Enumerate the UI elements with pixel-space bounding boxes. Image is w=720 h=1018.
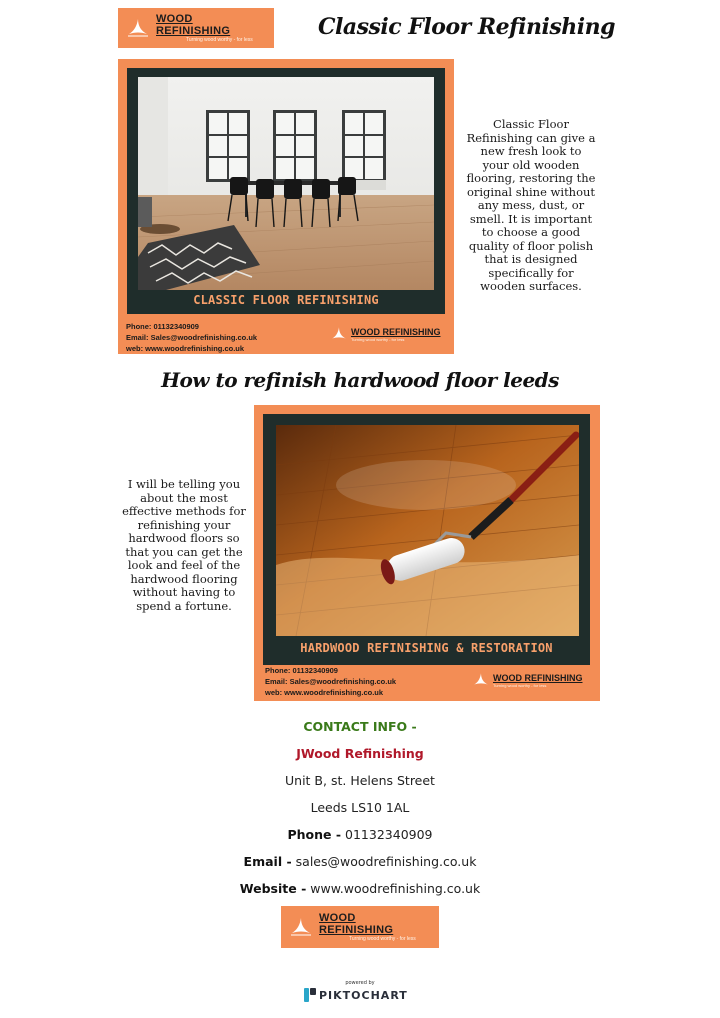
- phone-label: Phone -: [287, 827, 342, 842]
- card-mini-logo: [472, 671, 583, 689]
- card-caption: HARDWOOD REFINISHING & RESTORATION: [300, 641, 553, 655]
- contact-heading: CONTACT INFO -: [303, 719, 417, 734]
- brand-name: WOOD REFINISHING: [319, 912, 394, 936]
- card-contact-lines: [265, 665, 396, 698]
- section-title-hardwood: How to refinish hardwood floor leeds: [161, 368, 559, 392]
- room-illustration: [138, 77, 434, 290]
- phone-value[interactable]: 01132340909: [345, 827, 433, 842]
- phone-row: [0, 821, 720, 848]
- contact-info: [0, 713, 720, 902]
- classic-floor-card: [118, 59, 454, 354]
- email-link[interactable]: sales@woodrefinishing.co.uk: [295, 854, 477, 869]
- email-row: [0, 848, 720, 875]
- brand-name: WOOD REFINISHING: [156, 13, 231, 37]
- website-label: Website -: [239, 881, 307, 896]
- roller-illustration: [276, 425, 579, 636]
- brand-name: WOOD REFINISHING: [351, 326, 441, 337]
- bird-logo-icon: [472, 671, 490, 689]
- brand-logo-top: [118, 8, 274, 48]
- piktochart-icon: [304, 988, 316, 1002]
- roller-photo: [276, 425, 579, 636]
- brand-tagline: Turning wood worthy - for less: [493, 682, 547, 688]
- card-email: Email: Sales@woodrefinishing.co.uk: [126, 333, 258, 342]
- bird-logo-icon: [330, 325, 348, 343]
- piktochart-name: PIKTOCHART: [319, 988, 408, 1002]
- brand-logo-bottom: [281, 906, 439, 948]
- card-web: web: www.woodrefinishing.co.uk: [126, 344, 245, 353]
- website-row: [0, 875, 720, 902]
- brand-tagline: Turning wood worthy - for less: [186, 37, 253, 43]
- room-photo: [138, 77, 434, 290]
- hardwood-paragraph: I will be telling you about the most effective methods for refinishing your hardwood floors so that you can get the look and feel of the hardwood flooring without having to spend a fortune.: [122, 477, 246, 613]
- card-email: Email: Sales@woodrefinishing.co.uk: [265, 677, 397, 686]
- card-phone: Phone: 01132340909: [126, 322, 199, 331]
- bird-logo-icon: [126, 16, 150, 40]
- card-web: web: www.woodrefinishing.co.uk: [265, 688, 384, 697]
- card-mini-logo: [330, 325, 441, 343]
- bird-logo-icon: [289, 915, 313, 939]
- brand-name: WOOD REFINISHING: [493, 672, 583, 683]
- address-line-1: Unit B, st. Helens Street: [285, 773, 435, 788]
- email-label: Email -: [243, 854, 292, 869]
- company-name: JWood Refinishing: [296, 746, 424, 761]
- card-phone: Phone: 01132340909: [265, 666, 338, 675]
- card-contact-lines: [126, 321, 257, 354]
- address-line-2: Leeds LS10 1AL: [310, 800, 410, 815]
- piktochart-logo[interactable]: [304, 988, 408, 1002]
- brand-tagline: Turning wood worthy - for less: [351, 336, 405, 342]
- section-title-classic: Classic Floor Refinishing: [318, 14, 615, 40]
- website-link[interactable]: www.woodrefinishing.co.uk: [310, 881, 481, 896]
- card-caption: CLASSIC FLOOR REFINISHING: [193, 293, 379, 307]
- powered-by-text: powered by: [345, 980, 375, 986]
- brand-tagline: Turning wood worthy - for less: [349, 936, 416, 942]
- classic-paragraph: Classic Floor Refinishing can give a new fresh look to your old wooden flooring, restoring the original shine without any mess, dust, or smell. It is important to choose a good quality of floor polish that is designed specifically for wooden surfaces.: [466, 117, 596, 293]
- hardwood-card: [254, 405, 600, 701]
